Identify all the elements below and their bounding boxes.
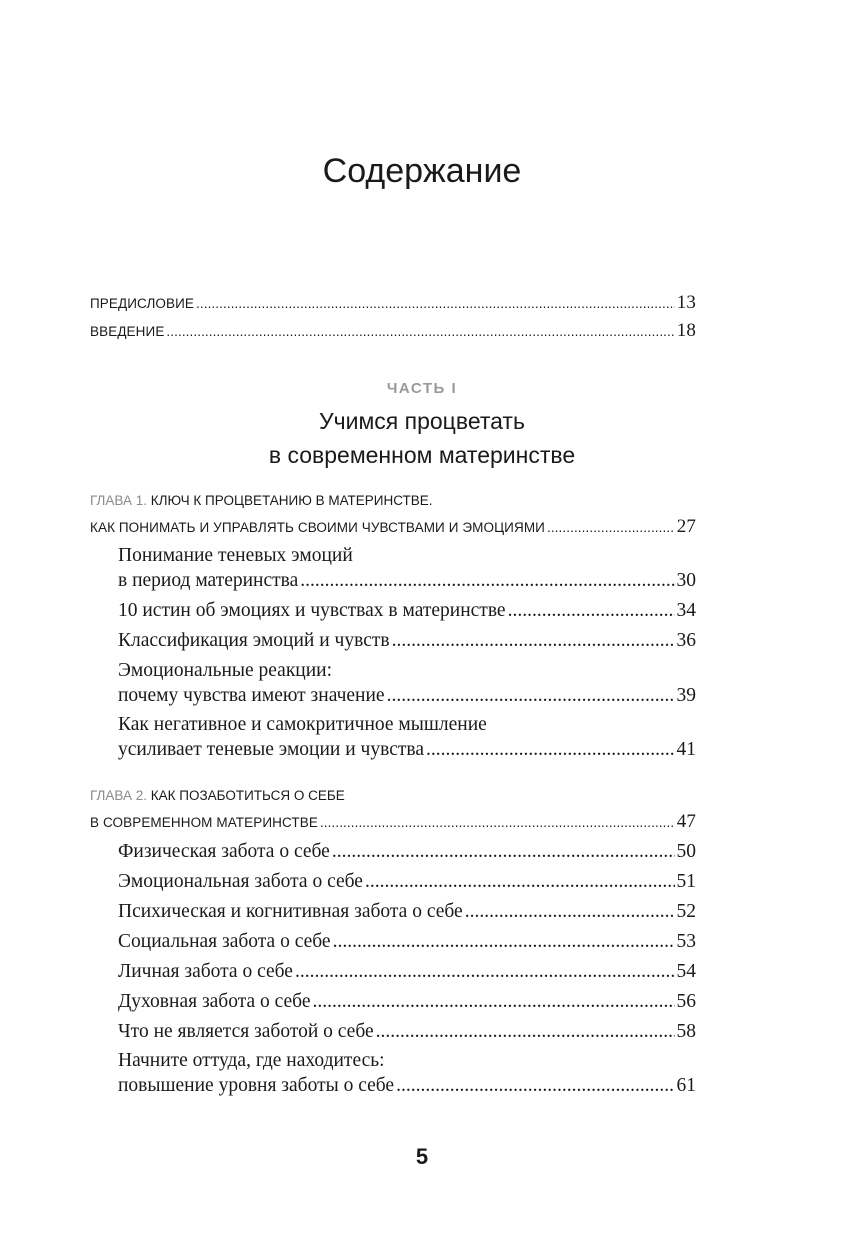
toc-entry-page: 53 bbox=[676, 931, 696, 952]
toc-entry[interactable] bbox=[118, 685, 696, 707]
toc-entry[interactable] bbox=[118, 739, 696, 761]
toc-entry[interactable] bbox=[118, 841, 696, 863]
toc-entry-page: 58 bbox=[676, 1021, 696, 1042]
toc-entry-label: Социальная забота о себе bbox=[118, 931, 331, 952]
toc-entry-label: 10 истин об эмоциях и чувствах в материнстве bbox=[118, 600, 506, 621]
dot-leader bbox=[465, 901, 675, 923]
toc-entry[interactable] bbox=[118, 991, 696, 1013]
toc-entry[interactable] bbox=[118, 871, 696, 893]
dot-leader bbox=[426, 739, 675, 761]
dot-leader bbox=[547, 520, 675, 535]
page-title: Содержание bbox=[322, 152, 522, 190]
toc-entry-preface[interactable] bbox=[90, 292, 696, 314]
toc-entry-label: Физическая забота о себе bbox=[118, 841, 330, 862]
toc-entry-label: усиливает теневые эмоции и чувства bbox=[118, 739, 424, 760]
toc-entry-page: 41 bbox=[676, 739, 696, 760]
dot-leader bbox=[387, 685, 675, 707]
toc-entry-page: 34 bbox=[676, 600, 696, 621]
dot-leader bbox=[300, 570, 674, 592]
dot-leader bbox=[376, 1021, 675, 1043]
toc-entry-page: 52 bbox=[676, 901, 696, 922]
dot-leader bbox=[313, 991, 675, 1013]
toc-entry-page: 39 bbox=[676, 685, 696, 706]
toc-entry-line1[interactable]: Как негативное и самокритичное мышление bbox=[118, 714, 487, 735]
chapter-1-title-line2[interactable] bbox=[90, 516, 696, 538]
toc-entry-label: Что не является заботой о себе bbox=[118, 1021, 374, 1042]
toc-entry-page: 56 bbox=[676, 991, 696, 1012]
toc-entry-page: 18 bbox=[676, 320, 696, 341]
dot-leader bbox=[332, 841, 675, 863]
toc-entry[interactable] bbox=[118, 931, 696, 953]
chapter-page: 47 bbox=[676, 811, 696, 832]
toc-entry-label: повышение уровня заботы о себе bbox=[118, 1075, 395, 1096]
toc-entry-line1[interactable]: Эмоциональные реакции: bbox=[118, 660, 333, 681]
toc-entry-line1[interactable]: Понимание теневых эмоций bbox=[118, 545, 353, 566]
chapter-number: ГЛАВА 1. bbox=[90, 493, 147, 508]
chapter-1-heading[interactable] bbox=[90, 493, 433, 508]
toc-entry-label: ВВЕДЕНИЕ bbox=[90, 324, 165, 339]
toc-entry-line1[interactable]: Начните оттуда, где находитесь: bbox=[118, 1050, 385, 1071]
part-title-line2: в современном материнстве bbox=[268, 442, 576, 468]
chapter-number: ГЛАВА 2. bbox=[90, 788, 147, 803]
toc-entry[interactable] bbox=[118, 1021, 696, 1043]
dot-leader bbox=[196, 296, 675, 311]
dot-leader bbox=[295, 961, 675, 983]
chapter-title: КАК ПОЗАБОТИТЬСЯ О СЕБЕ bbox=[150, 788, 345, 803]
toc-entry[interactable] bbox=[118, 630, 696, 652]
chapter-2-heading[interactable] bbox=[90, 788, 345, 803]
toc-entry-page: 30 bbox=[676, 570, 696, 591]
toc-entry-page: 50 bbox=[676, 841, 696, 862]
toc-entry-label: Личная забота о себе bbox=[118, 961, 293, 982]
toc-entry-label: ПРЕДИСЛОВИЕ bbox=[90, 296, 195, 311]
toc-entry-page: 54 bbox=[676, 961, 696, 982]
page-number: 5 bbox=[415, 1144, 429, 1169]
toc-entry-page: 61 bbox=[676, 1075, 696, 1096]
chapter-2-title-line2[interactable] bbox=[90, 811, 696, 833]
part-label: ЧАСТЬ I bbox=[386, 380, 458, 397]
dot-leader bbox=[365, 871, 675, 893]
toc-entry-label: Психическая и когнитивная забота о себе bbox=[118, 901, 463, 922]
toc-entry[interactable] bbox=[118, 961, 696, 983]
toc-entry[interactable] bbox=[118, 1075, 696, 1097]
dot-leader bbox=[392, 630, 675, 652]
toc-entry-label: Классификация эмоций и чувств bbox=[118, 630, 390, 651]
toc-entry[interactable] bbox=[118, 570, 696, 592]
dot-leader bbox=[333, 931, 675, 953]
chapter-title: В СОВРЕМЕННОМ МАТЕРИНСТВЕ bbox=[90, 815, 318, 830]
toc-entry-label: почему чувства имеют значение bbox=[118, 685, 385, 706]
part-title-line1: Учимся процветать bbox=[319, 408, 525, 434]
toc-entry[interactable] bbox=[118, 600, 696, 622]
toc-entry-label: Духовная забота о себе bbox=[118, 991, 311, 1012]
dot-leader bbox=[396, 1075, 674, 1097]
dot-leader bbox=[166, 324, 674, 339]
toc-entry-introduction[interactable] bbox=[90, 320, 696, 342]
toc-entry[interactable] bbox=[118, 901, 696, 923]
dot-leader bbox=[320, 815, 675, 830]
toc-entry-page: 36 bbox=[676, 630, 696, 651]
chapter-page: 27 bbox=[676, 516, 696, 537]
chapter-title: КЛЮЧ К ПРОЦВЕТАНИЮ В МАТЕРИНСТВЕ. bbox=[150, 493, 433, 508]
toc-entry-page: 13 bbox=[676, 292, 696, 313]
toc-entry-label: в период материнства bbox=[118, 570, 299, 591]
chapter-title: КАК ПОНИМАТЬ И УПРАВЛЯТЬ СВОИМИ ЧУВСТВАМИ И ЭМОЦИЯМИ bbox=[90, 520, 545, 535]
toc-entry-page: 51 bbox=[676, 871, 696, 892]
toc-entry-label: Эмоциональная забота о себе bbox=[118, 871, 363, 892]
dot-leader bbox=[508, 600, 675, 622]
